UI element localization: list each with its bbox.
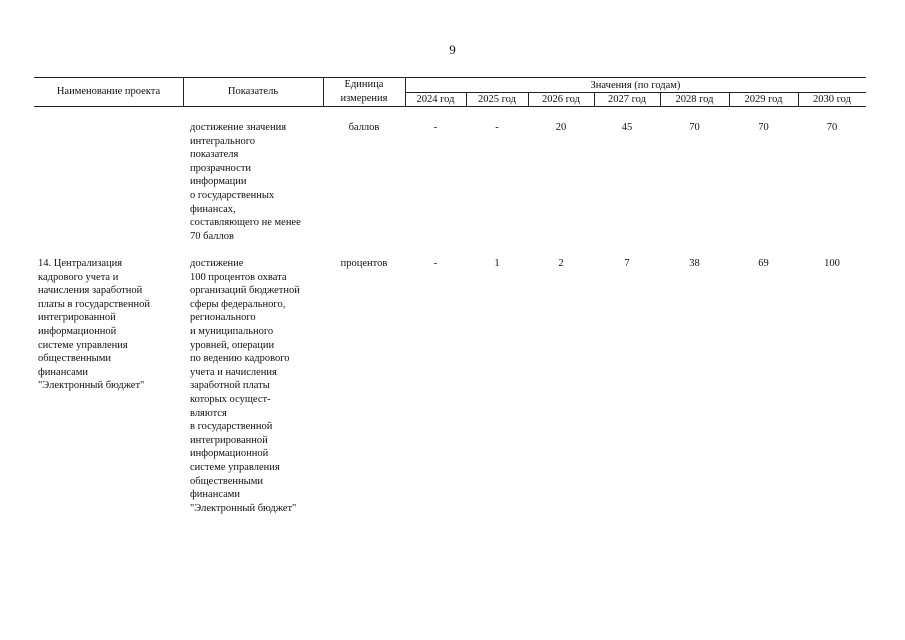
row-2-value-2029: 69 [758,258,769,269]
header-project-name: Наименование проекта [56,86,161,97]
header-year-2024: 2024 год [416,94,455,105]
table-top-rule [34,77,866,78]
page-number: 9 [449,42,456,57]
row-1-value-2027: 45 [621,122,633,133]
row-1-value-2024: - [433,122,438,133]
row-1-unit: баллов [348,122,380,133]
row-1-value-2025: - [495,122,499,133]
header-year-2025: 2025 год [478,94,516,105]
row-1-value-2029: 70 [758,122,769,133]
header-year-2027: 2027 год [608,94,646,105]
row-1-value-2026: 20 [555,122,567,133]
row-2-value-2025: 1 [494,258,500,269]
row-1-value-2030: 70 [826,122,838,133]
row-2-value-2024: - [433,258,438,269]
row-2-unit: процентов [340,258,388,269]
header-unit: Единица измерения [340,79,388,104]
row-2-value-2027: 7 [624,258,630,269]
row-1-indicator: достижение значения интегрального показателя прозрачности информации о государственных финансах, составляющего не менее 70 баллов [190,122,301,242]
header-year-2028: 2028 год [675,94,714,105]
row-2-indicator: достижение 100 процентов охвата организаций бюджетной сферы федерального, регионального и муниципального уровней, операции по ведению кадрового учета и начисления заработной платы которых осущест- вляются в государственной интегрированной информационной системе управления общественными финансами "Электронный бюджет" [190,258,300,514]
row-2-project: 14. Централизация кадрового учета и начисления заработной платы в государственной интегрированной информационной системе управления общественными финансами "Электронный бюджет" [38,258,150,392]
header-values-by-year: Значения (по годам) [590,80,681,91]
row-2-value-2028: 38 [689,258,700,269]
header-year-2026: 2026 год [542,94,580,105]
row-2-value-2030: 100 [824,258,840,269]
header-year-2030: 2030 год [813,94,851,105]
header-indicator: Показатель [227,86,279,97]
header-year-2029: 2029 год [744,94,783,105]
row-1-value-2028: 70 [689,122,700,133]
row-2-value-2026: 2 [558,258,564,269]
